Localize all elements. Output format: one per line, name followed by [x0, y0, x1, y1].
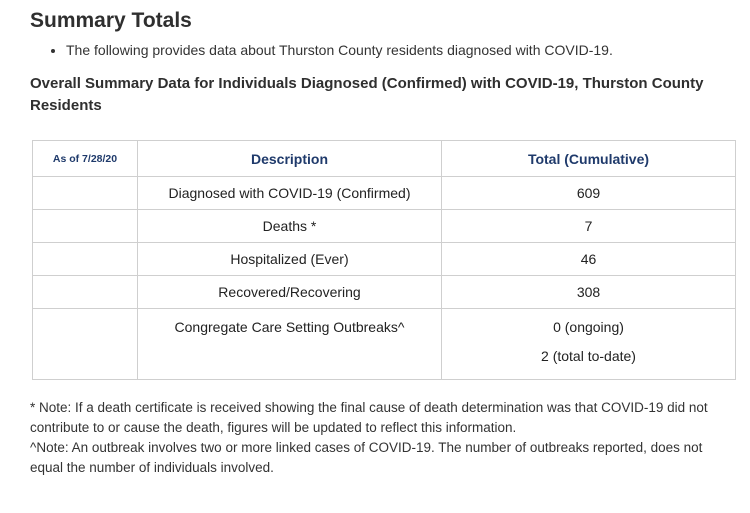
page-title: Summary Totals	[30, 9, 192, 32]
outbreak-total-to-date: 2 (total to-date)	[541, 348, 636, 364]
outbreak-ongoing: 0 (ongoing)	[553, 319, 624, 335]
footnotes	[30, 398, 730, 478]
outbreak-note: ^Note: An outbreak involves two or more linked cases of COVID-19. The number of outbreaks reported, does not equal the number of individuals involved.	[30, 440, 703, 475]
table-row	[33, 243, 736, 276]
table-row	[33, 309, 736, 380]
table-row	[33, 177, 736, 210]
row-total: 308	[442, 276, 736, 309]
row-description: Hospitalized (Ever)	[138, 243, 442, 276]
total-header: Total (Cumulative)	[442, 141, 736, 177]
empty-cell	[33, 243, 138, 276]
table-header-row	[33, 141, 736, 177]
page-content	[30, 8, 730, 475]
summary-table	[32, 140, 736, 380]
empty-cell	[33, 210, 138, 243]
row-total: 46	[442, 243, 736, 276]
description-header: Description	[138, 141, 442, 177]
row-total: 7	[442, 210, 736, 243]
empty-cell	[33, 177, 138, 210]
row-description: Recovered/Recovering	[138, 276, 442, 309]
table-row	[33, 210, 736, 243]
row-description: Deaths *	[138, 210, 442, 243]
empty-cell	[33, 276, 138, 309]
outbreak-description: Congregate Care Setting Outbreaks^	[174, 319, 405, 335]
as-of-date-header: As of 7/28/20	[33, 141, 138, 177]
section-heading: Overall Summary Data for Individuals Diagnosed (Confirmed) with COVID-19, Thurston County Residents	[30, 75, 704, 114]
intro-bullet: • The following provides data about Thurston County residents diagnosed with COVID-19.	[66, 40, 730, 60]
intro-list	[30, 40, 730, 60]
row-total: 609	[442, 177, 736, 210]
empty-cell	[33, 309, 138, 380]
table-row	[33, 276, 736, 309]
death-note: * Note: If a death certificate is received showing the final cause of death determination was that COVID-19 did not contribute to or cause the death, figures will be updated to reflect this information.	[30, 400, 708, 435]
row-description: Diagnosed with COVID-19 (Confirmed)	[138, 177, 442, 210]
row-total	[442, 309, 736, 380]
row-description	[138, 309, 442, 380]
